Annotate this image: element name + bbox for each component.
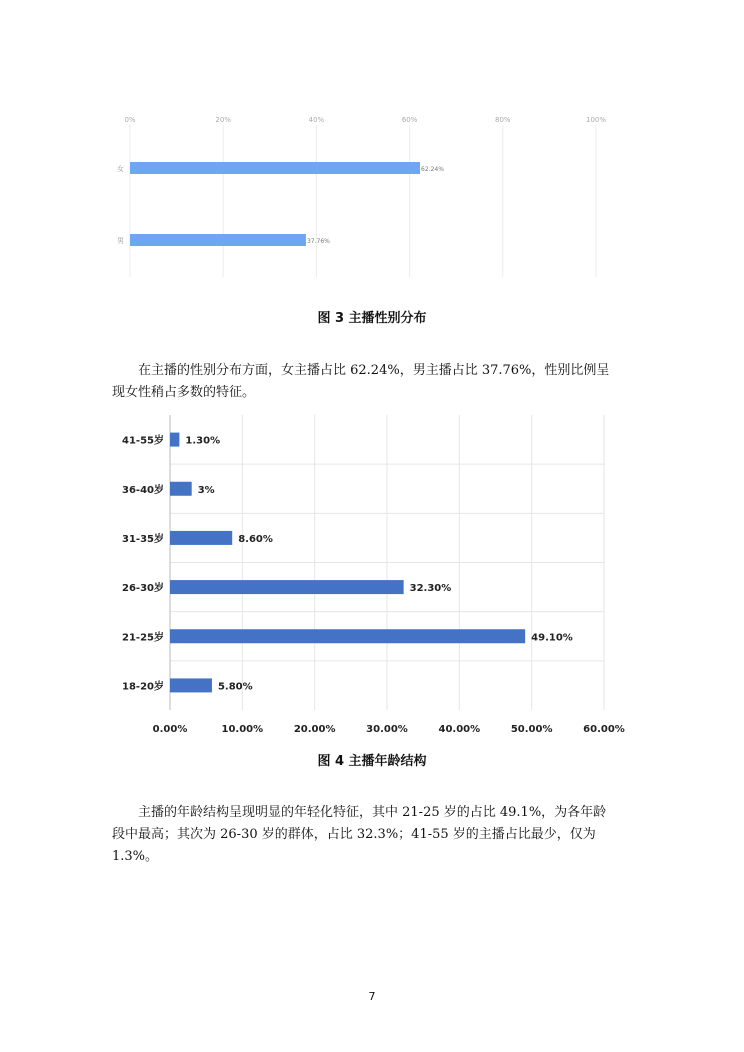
data-label: 49.10% bbox=[531, 632, 573, 644]
x-tick-label: 60.00% bbox=[583, 724, 625, 735]
bar bbox=[170, 678, 212, 692]
x-tick-label: 60% bbox=[401, 116, 418, 124]
data-label: 32.30% bbox=[409, 583, 452, 595]
data-label: 8.60% bbox=[238, 533, 273, 545]
age-paragraph bbox=[112, 802, 632, 868]
x-tick-label: 100% bbox=[585, 116, 607, 124]
y-category-label: 26-30岁 bbox=[122, 583, 164, 595]
paragraph-line: 1.3%。 bbox=[112, 849, 159, 864]
y-category-label: 男 bbox=[117, 237, 124, 245]
x-tick-label: 80% bbox=[495, 116, 511, 124]
bar bbox=[170, 482, 192, 496]
bar bbox=[130, 234, 306, 246]
x-tick-label: 40% bbox=[308, 116, 325, 124]
x-tick-label: 50.00% bbox=[510, 724, 553, 735]
y-category-label: 36-40岁 bbox=[122, 484, 164, 496]
bar bbox=[170, 580, 404, 594]
page-number: 7 bbox=[368, 990, 376, 1003]
data-label: 3% bbox=[197, 484, 215, 496]
data-label: 5.80% bbox=[217, 681, 253, 693]
bar bbox=[130, 162, 420, 174]
x-tick-label: 40.00% bbox=[438, 724, 481, 735]
paragraph-line: 现女性稍占多数的特征。 bbox=[112, 385, 256, 400]
bar bbox=[170, 433, 179, 447]
x-tick-label: 10.00% bbox=[221, 724, 264, 735]
bar bbox=[170, 531, 232, 545]
y-category-label: 21-25岁 bbox=[122, 632, 164, 644]
y-category-label: 41-55岁 bbox=[122, 435, 164, 447]
figure-3-caption: 图 3 主播性别分布 bbox=[317, 311, 427, 326]
data-label: 62.24% bbox=[421, 166, 444, 173]
y-category-label: 女 bbox=[117, 165, 124, 173]
data-label: 37.76% bbox=[306, 238, 330, 245]
bar bbox=[170, 629, 525, 643]
x-tick-label: 0.00% bbox=[152, 724, 188, 735]
x-tick-label: 20.00% bbox=[293, 724, 336, 735]
paragraph-line: 在主播的性别分布方面，女主播占比 62.24%，男主播占比 37.76%，性别比例呈 bbox=[138, 363, 610, 378]
paragraph-line: 段中最高；其次为 26-30 岁的群体，占比 32.3%；41-55 岁的主播占比最少，仅为 bbox=[112, 827, 596, 842]
x-tick-label: 0% bbox=[124, 116, 136, 124]
y-category-label: 31-35岁 bbox=[122, 533, 164, 545]
gender-distribution-chart bbox=[100, 105, 620, 290]
paragraph-line: 主播的年龄结构呈现明显的年轻化特征，其中 21-25 岁的占比 49.1%，为各年龄 bbox=[138, 805, 607, 820]
y-category-label: 18-20岁 bbox=[122, 681, 164, 693]
data-label: 1.30% bbox=[185, 435, 221, 447]
x-tick-label: 20% bbox=[215, 116, 231, 124]
gender-paragraph bbox=[112, 360, 632, 404]
age-structure-chart bbox=[110, 410, 630, 740]
figure-4-caption: 图 4 主播年龄结构 bbox=[317, 754, 427, 769]
x-tick-label: 30.00% bbox=[366, 724, 408, 735]
